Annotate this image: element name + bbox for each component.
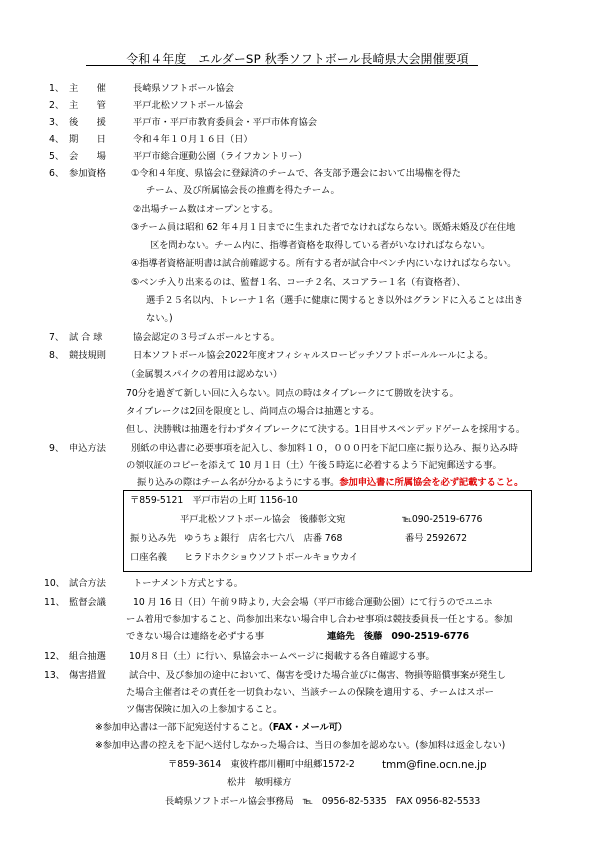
item-number: 6、 [49,168,65,179]
eligibility-line: チーム、及び所属協会長の推薦を得たチーム。 [146,185,340,196]
injury-line: 試合中、及び参加の途中において、傷害を受けた場合並びに傷害、物損等賠償事案が発生し [129,670,506,681]
footer-address: 〒859-3614 東彼杵郡川棚町中組郷1572-2 [168,759,355,770]
box-bank: ゆうちょ銀行 店名七六八 店番 768 [184,533,343,544]
item-text: 平戸北松ソフトボール協会 [133,100,244,111]
item-number: 4、 [49,134,65,145]
item-text: トーナメント方式とする。 [133,578,243,589]
box-account-label: 口座名義 [130,552,167,563]
footer-email[interactable]: tmm@fine.ocn.ne.jp [382,759,487,771]
item-text: 平戸市・平戸市教育委員会・平戸市体育協会 [133,117,317,128]
eligibility-line: ②出場チーム数はオープンとする。 [133,204,279,215]
meeting-contact: 連絡先 後藤 090-2519-6776 [327,631,469,642]
rules-note: タイブレークは2回を限度とし、尚同点の場合は抽選とする。 [126,406,380,417]
item-number: 10、 [44,578,65,589]
eligibility-line: ①令和４年度、県協会に登録済のチームで、各支部予選会において出場権を得た [131,168,461,179]
item-number: 8、 [49,350,65,361]
item-number: 2、 [49,100,65,111]
box-bank-label: 振り込み先 [130,533,176,544]
rules-note: 但し、決勝戦は抽選を行わずタイブレークにて決する。1日目サスペンデッドゲームを採用する。 [126,424,526,435]
box-address: 〒859-5121 平戸市岩の上町 1156-10 [130,495,298,506]
item-number: 12、 [44,651,65,662]
item-label: 主 催 [69,83,106,94]
item-label: 後 援 [69,117,106,128]
item-label: 試 合 球 [69,332,103,343]
box-tel: ℡090-2519-6776 [402,514,483,525]
item-label: 会 場 [69,151,106,162]
document-title [0,50,595,67]
item-number: 3、 [49,117,65,128]
meeting-line: できない場合は連絡を必ずする事 [126,631,264,642]
item-label: 競技規則 [69,350,106,361]
item-label: 試合方法 [69,578,106,589]
item-label: 申込方法 [69,443,106,454]
item-number: 5、 [49,151,65,162]
item-text: 令和４年１０月１６日（日） [133,134,253,145]
injury-line: た場合主催者はその責任を一切負わない、当該チームの保険を適用する、チームはスポー [126,687,494,698]
meeting-line: 10 月 16 日（日）午前９時より, 大会会場（平戸市総合運動公園）にて行うのでユニホ [133,597,493,608]
note-line: ※参加申込書の控えを下記へ送付しなかった場合は、当日の参加を認めない。(参加料は返金しない) [95,740,506,751]
item-label: 主 管 [69,100,106,111]
item-number: 1、 [49,83,65,94]
footer-person: 松井 敏明様方 [227,777,292,788]
eligibility-line: ない。) [146,313,173,324]
eligibility-line: ⑤ベンチ入り出来るのは、監督１名、コーチ２名、スコアラー１名（有資格者）、 [131,277,466,288]
item-label: 組合抽選 [69,651,106,662]
item-text: 協会認定の３号ゴムボールとする。 [133,332,280,343]
eligibility-line: ④指導者資格証明書は試合前確認する。所有する者が試合中ベンチ内にいなければならない。 [131,258,517,269]
note-line [95,722,347,734]
note-text: ※参加申込書は一部下記宛送付すること。 [95,722,269,733]
eligibility-line: ③チーム員は昭和 62 年４月１日までに生まれた者でなければならない。既婚未婚及び在住地 [131,222,516,233]
item-label: 参加資格 [69,168,106,179]
application-warning: 参加申込書に所属協会を必ず記載すること。 [339,477,524,488]
box-contact: 平戸北松ソフトボール協会 後藤彰文宛 [180,514,346,525]
footer-org-contact: 長崎県ソフトボール協会事務局 ℡ 0956-82-5335 FAX 0956-82-5533 [165,796,481,807]
item-text: 平戸市総合運動公園（ライフカントリー） [133,151,308,162]
eligibility-line: 選手２５名以内、トレーナ１名（選手に健康に関するとき以外はグランドに入ることは出き [146,295,524,306]
application-line: 別紙の申込書に必要事項を記入し、参加料１０，０００円を下記口座に振り込み、振り込み時 [131,443,518,454]
item-number: 13、 [44,670,65,681]
title-text: 令和４年度 エルダーSP 秋季ソフトボール長崎県大会開催要項 [126,52,469,66]
item-label: 傷害措置 [69,670,106,681]
item-text: 10月８日（土）に行い、県協会ホームページに掲載する各自確認する事。 [129,651,435,662]
application-line: の領収証のコピーを添えて 10 月１日（土）午後５時迄に必着するよう下記宛郵送する事。 [126,460,502,471]
application-line [137,477,523,489]
item-number: 11、 [44,597,65,608]
item-text: 長崎県ソフトボール協会 [133,83,234,94]
rules-note: 70分を過ぎて新しい回に入らない。同点の時はタイブレークにて勝敗を決する。 [126,388,459,399]
item-number: 9、 [49,443,65,454]
item-text: 日本ソフトボール協会2022年度オフィシャルスローピッチソフトボールルールによる。 [133,350,494,361]
title-underline [86,65,478,66]
box-account-name: ヒラドホクショウソフトボールキョウカイ [184,552,359,563]
application-text: 振り込みの際はチーム名が分かるようにする事。 [137,477,340,488]
meeting-line: ーム着用で参加すること、尚参加出来ない場合申し合わせ事項は競技委員長一任とする。参加 [126,614,513,625]
note-fax-mail: （FAX・メール可） [268,722,348,733]
injury-line: ツ傷害保険に加入の上参加すること。 [126,704,283,715]
item-label: 期 日 [69,134,106,145]
rules-note: （金属製スパイクの着用は認めない） [126,369,283,380]
item-number: 7、 [49,332,65,343]
box-account-number: 番号 2592672 [405,533,467,544]
eligibility-line: 区を問わない。チーム内に、指導者資格を取得している者がいなければならない。 [150,240,491,251]
item-label: 監督会議 [69,597,106,608]
